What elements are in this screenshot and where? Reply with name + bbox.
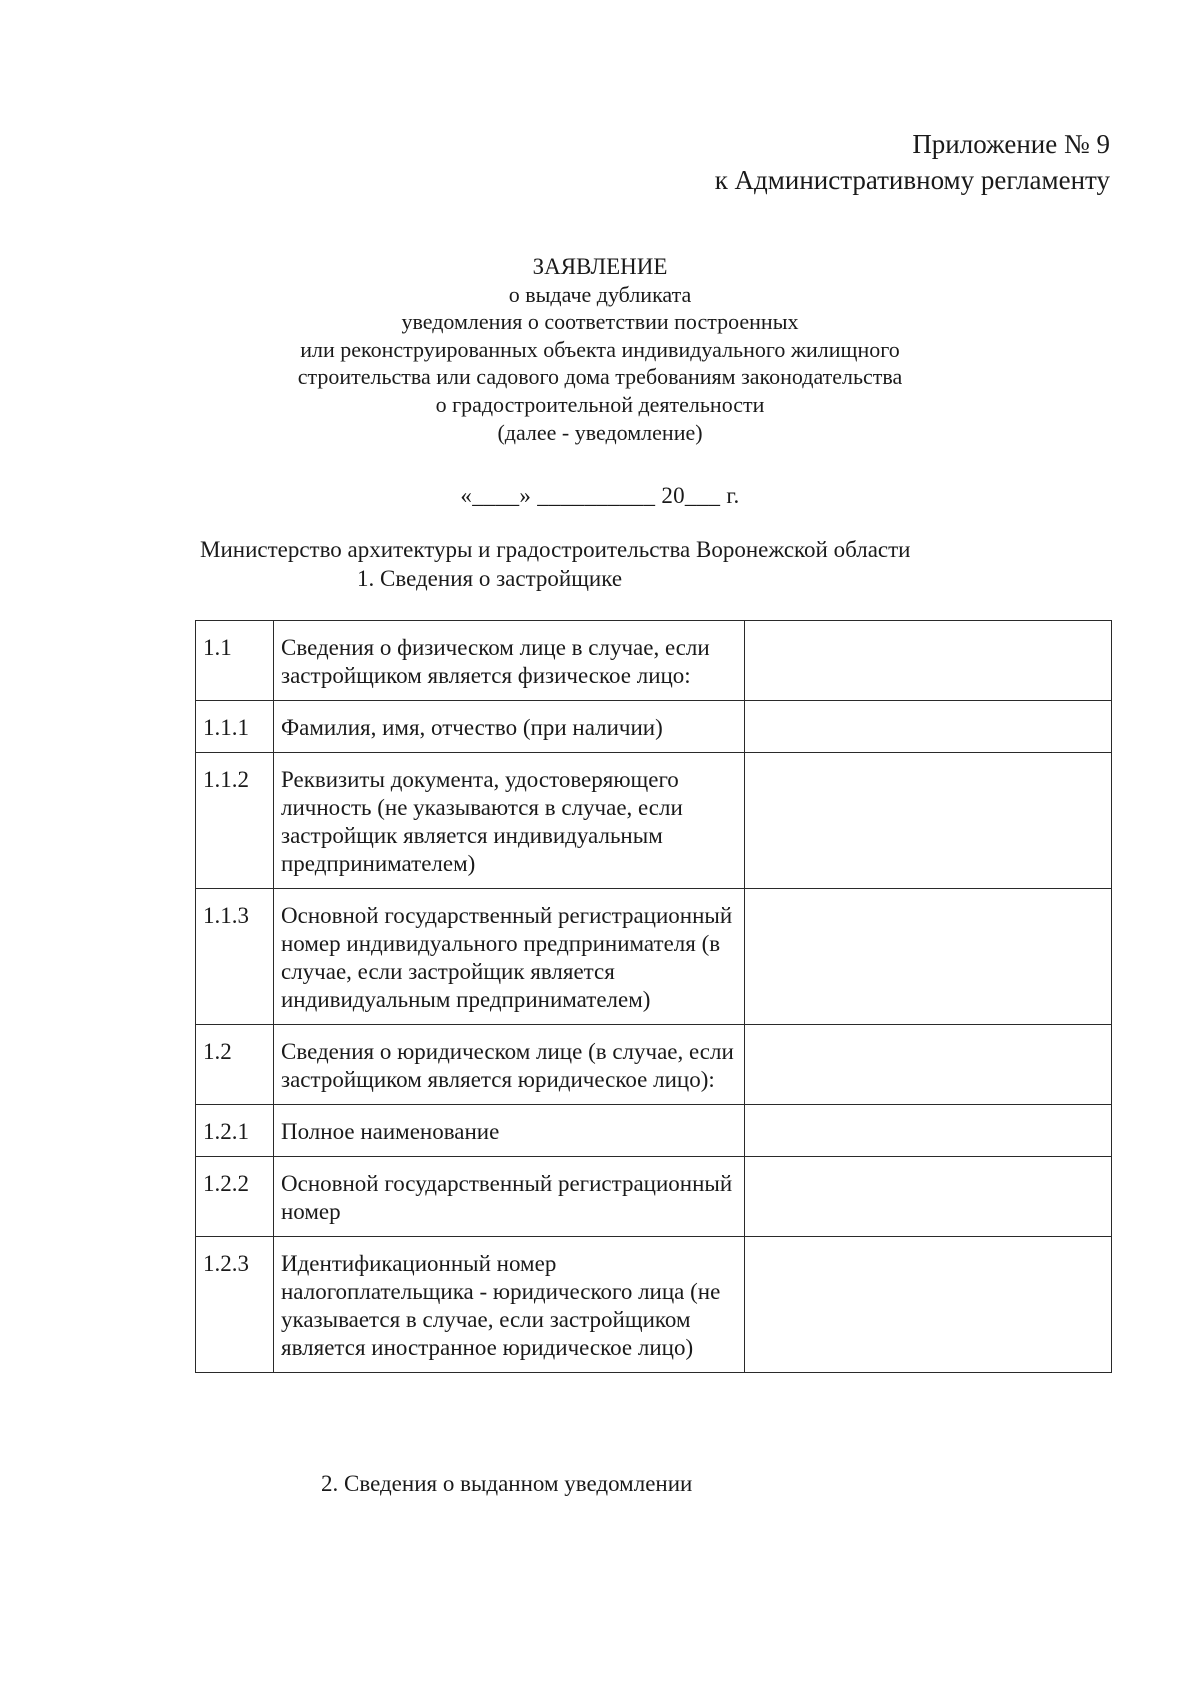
row-description: Сведения о юридическом лице (в случае, если застройщиком является юридическое лицо): bbox=[274, 1025, 745, 1105]
document-title bbox=[0, 253, 1200, 446]
table-row bbox=[196, 1105, 1112, 1157]
title-line: о выдаче дубликата bbox=[508, 281, 692, 307]
addressee: Министерство архитектуры и градостроительства Воронежской области bbox=[200, 537, 911, 562]
table-row bbox=[196, 1237, 1112, 1373]
row-value-field[interactable] bbox=[745, 1105, 1112, 1157]
row-description: Полное наименование bbox=[274, 1105, 745, 1157]
table-row bbox=[196, 753, 1112, 889]
row-value-field[interactable] bbox=[745, 1237, 1112, 1373]
title-line: строительства или садового дома требованиям законодательства bbox=[297, 364, 903, 390]
row-description: Идентификационный номер налогоплательщика - юридического лица (не указывается в случае, если застройщиком является иностранное юридическое лицо) bbox=[274, 1237, 745, 1373]
row-value-field[interactable] bbox=[745, 701, 1112, 753]
row-number: 1.2.1 bbox=[196, 1105, 274, 1157]
title-line: уведомления о соответствии построенных bbox=[401, 309, 799, 335]
row-value-field[interactable] bbox=[745, 621, 1112, 701]
row-number: 1.1.3 bbox=[196, 889, 274, 1025]
table-row bbox=[196, 1157, 1112, 1237]
row-description: Основной государственный регистрационный номер индивидуального предпринимателя (в случае, если застройщик является индивидуальным предпринимателем) bbox=[274, 889, 745, 1025]
row-number: 1.1 bbox=[196, 621, 274, 701]
row-number: 1.2.2 bbox=[196, 1157, 274, 1237]
table-row bbox=[196, 621, 1112, 701]
title-line: о градостроительной деятельности bbox=[435, 391, 765, 417]
title-line: (далее - уведомление) bbox=[497, 419, 703, 445]
appendix-header bbox=[715, 126, 1110, 198]
appendix-number: Приложение № 9 bbox=[912, 129, 1110, 159]
table-row bbox=[196, 701, 1112, 753]
row-value-field[interactable] bbox=[745, 889, 1112, 1025]
row-description: Реквизиты документа, удостоверяющего личность (не указываются в случае, если застройщик является индивидуальным предпринимателем) bbox=[274, 753, 745, 889]
row-number: 1.2.3 bbox=[196, 1237, 274, 1373]
row-value-field[interactable] bbox=[745, 1025, 1112, 1105]
row-number: 1.1.1 bbox=[196, 701, 274, 753]
row-description: Сведения о физическом лице в случае, если застройщиком является физическое лицо: bbox=[274, 621, 745, 701]
row-value-field[interactable] bbox=[745, 1157, 1112, 1237]
row-number: 1.1.2 bbox=[196, 753, 274, 889]
appendix-reference: к Административному регламенту bbox=[714, 165, 1110, 195]
section-1-title: 1. Сведения о застройщике bbox=[357, 566, 623, 591]
row-value-field[interactable] bbox=[745, 753, 1112, 889]
section-2-title: 2. Сведения о выданном уведомлении bbox=[321, 1471, 693, 1496]
row-description: Основной государственный регистрационный номер bbox=[274, 1157, 745, 1237]
row-number: 1.2 bbox=[196, 1025, 274, 1105]
document-heading: ЗАЯВЛЕНИЕ bbox=[532, 254, 668, 279]
table-row bbox=[196, 889, 1112, 1025]
applicant-info-table bbox=[195, 620, 1112, 1373]
row-description: Фамилия, имя, отчество (при наличии) bbox=[274, 701, 745, 753]
date-line: «____» __________ 20___ г. bbox=[460, 483, 740, 508]
table-row bbox=[196, 1025, 1112, 1105]
title-line: или реконструированных объекта индивидуального жилищного bbox=[300, 336, 900, 362]
